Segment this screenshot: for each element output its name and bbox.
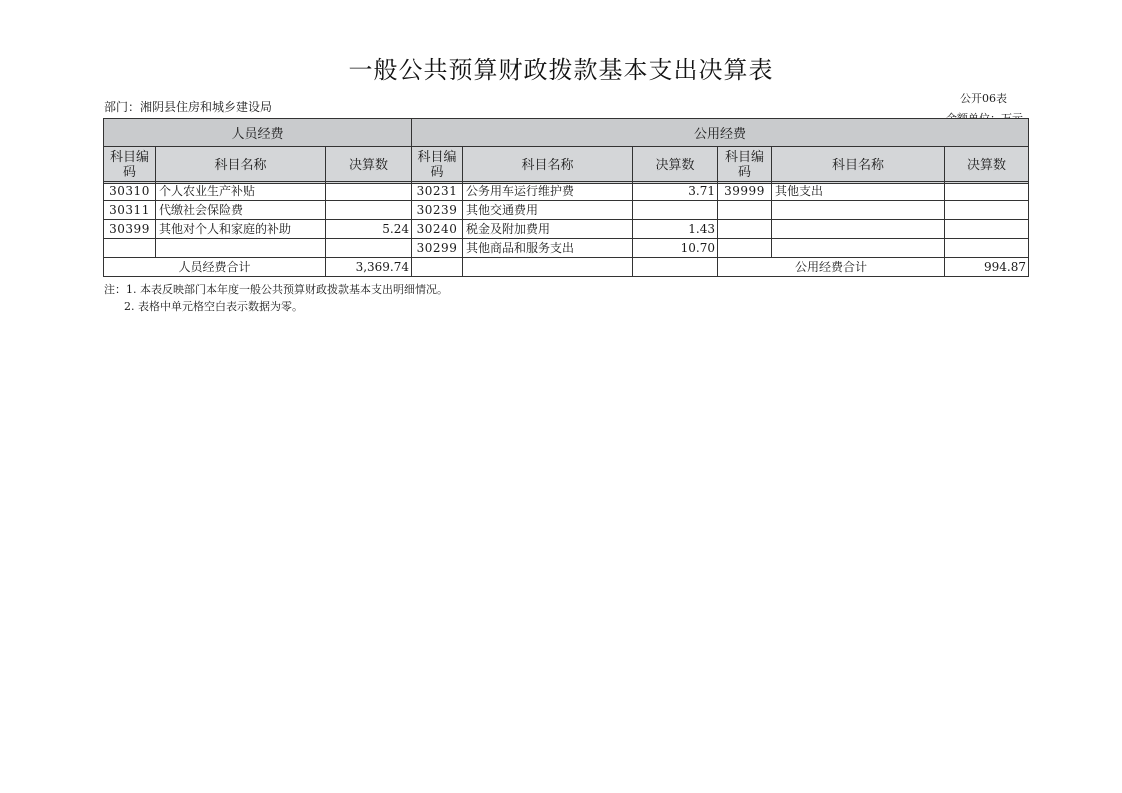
public-name: 其他交通费用 <box>463 201 633 220</box>
public-amount <box>633 201 718 220</box>
personnel-col-code: 科目编码 <box>104 147 156 184</box>
public-amount-2 <box>945 220 1029 239</box>
personnel-amount: 5.24 <box>326 220 412 239</box>
public-amount-2 <box>945 201 1029 220</box>
public-col-name-2: 科目名称 <box>772 147 945 184</box>
public-code-2 <box>718 220 772 239</box>
public-name: 公务用车运行维护费 <box>463 182 633 201</box>
empty-cell <box>412 258 463 277</box>
public-amount-2 <box>945 239 1029 258</box>
empty-cell <box>633 258 718 277</box>
public-col-code: 科目编码 <box>412 147 463 184</box>
table-row <box>104 220 1029 239</box>
personnel-amount <box>326 182 412 201</box>
table-row <box>104 182 1029 201</box>
public-col-code-2: 科目编码 <box>718 147 772 184</box>
table-row <box>104 239 1029 258</box>
personnel-band-header: 人员经费 <box>104 119 412 147</box>
table-header <box>103 118 1029 184</box>
public-total-amount: 994.87 <box>945 258 1029 277</box>
public-name-2 <box>772 201 945 220</box>
public-amount: 3.71 <box>633 182 718 201</box>
public-amount: 1.43 <box>633 220 718 239</box>
personnel-code <box>104 239 156 258</box>
note-2: 2. 表格中单元格空白表示数据为零。 <box>124 300 303 313</box>
department-label: 部门：湘阴县住房和城乡建设局 <box>104 100 273 114</box>
page-title: 一般公共预算财政拨款基本支出决算表 <box>348 56 774 84</box>
personnel-name <box>156 239 326 258</box>
form-number: 公开06表 <box>960 92 1007 105</box>
personnel-name: 其他对个人和家庭的补助 <box>156 220 326 239</box>
public-name-2 <box>772 220 945 239</box>
public-name: 其他商品和服务支出 <box>463 239 633 258</box>
public-code: 30299 <box>412 239 463 258</box>
public-amount-2 <box>945 182 1029 201</box>
personnel-code: 30399 <box>104 220 156 239</box>
public-total-label: 公用经费合计 <box>718 258 945 277</box>
personnel-col-name: 科目名称 <box>156 147 326 184</box>
notes <box>104 281 448 315</box>
personnel-col-amount: 决算数 <box>326 147 412 184</box>
public-name-2: 其他支出 <box>772 182 945 201</box>
empty-cell <box>463 258 633 277</box>
public-code-2: 39999 <box>718 182 772 201</box>
totals-row <box>104 258 1029 277</box>
public-code: 30231 <box>412 182 463 201</box>
public-name-2 <box>772 239 945 258</box>
public-col-amount-2: 决算数 <box>945 147 1029 184</box>
personnel-amount <box>326 201 412 220</box>
personnel-name: 个人农业生产补贴 <box>156 182 326 201</box>
personnel-total-amount: 3,369.74 <box>326 258 412 277</box>
public-col-amount: 决算数 <box>633 147 718 184</box>
personnel-name: 代缴社会保险费 <box>156 201 326 220</box>
public-name: 税金及附加费用 <box>463 220 633 239</box>
public-code-2 <box>718 239 772 258</box>
public-amount: 10.70 <box>633 239 718 258</box>
note-1: 注：1. 本表反映部门本年度一般公共预算财政拨款基本支出明细情况。 <box>104 283 448 296</box>
personnel-amount <box>326 239 412 258</box>
public-code: 30240 <box>412 220 463 239</box>
personnel-total-label: 人员经费合计 <box>104 258 326 277</box>
personnel-code: 30310 <box>104 182 156 201</box>
table-body <box>103 181 1029 277</box>
public-band-header: 公用经费 <box>412 119 1029 147</box>
personnel-code: 30311 <box>104 201 156 220</box>
table-row <box>104 201 1029 220</box>
public-code: 30239 <box>412 201 463 220</box>
public-col-name: 科目名称 <box>463 147 633 184</box>
public-code-2 <box>718 201 772 220</box>
